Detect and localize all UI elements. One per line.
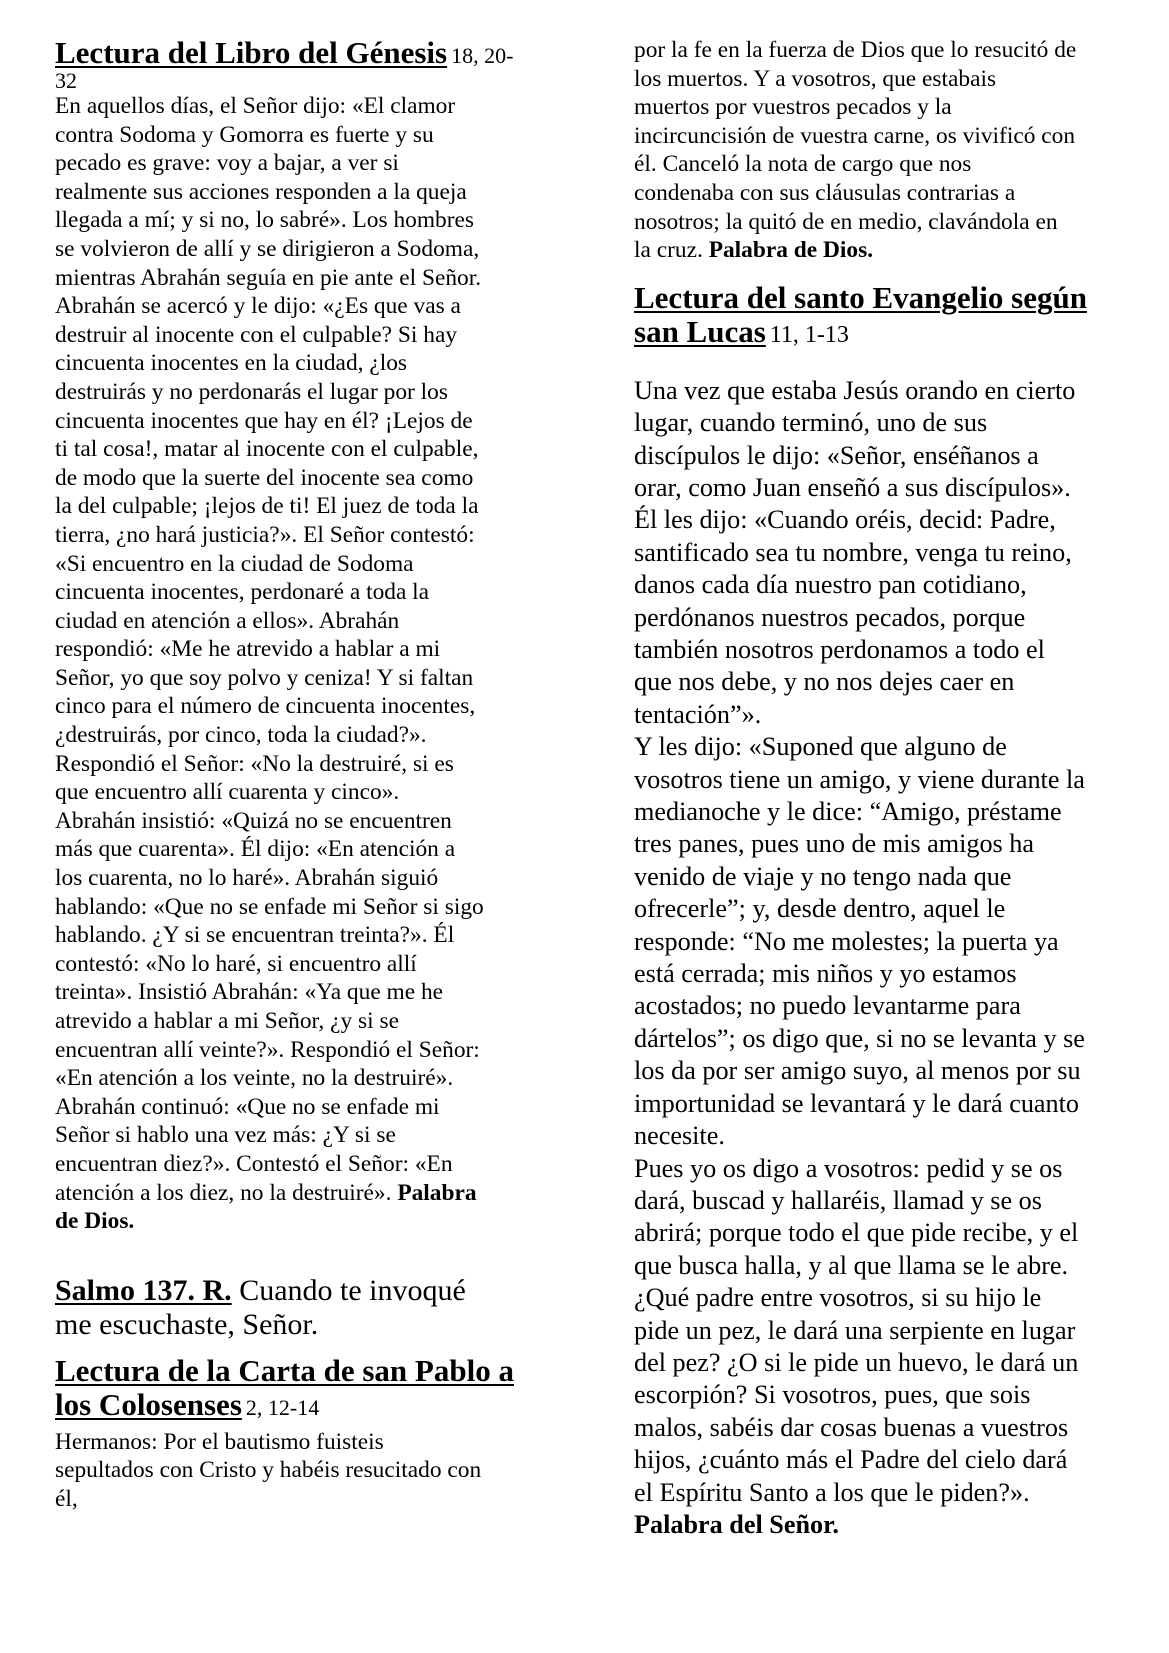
reading1-line: destruirás y no perdonarás el lugar por los	[55, 378, 448, 405]
reading2-last-text: la cruz.	[634, 237, 703, 264]
gospel-closing: Palabra del Señor.	[634, 1509, 839, 1539]
reading1-line: tierra, ¿no hará justicia?». El Señor contestó:	[55, 521, 475, 548]
reading2-line: sepultados con Cristo y habéis resucitado con	[55, 1457, 482, 1484]
reading1-line: contra Sodoma y Gomorra es fuerte y su	[55, 121, 434, 148]
reading1-line: cincuenta inocentes en la ciudad, ¿los	[55, 350, 408, 377]
reading1-line: destruir al inocente con el culpable? Si hay	[55, 321, 458, 348]
reading1-line: se volvieron de allí y se dirigieron a Sodoma,	[55, 235, 480, 262]
reading1-line: que encuentro allí cuarenta y cinco».	[55, 779, 400, 806]
gospel-line: los da por ser amigo suyo, al menos por su	[634, 1056, 1081, 1086]
reading2-body-continued	[634, 36, 1164, 265]
reading1-line: encuentran allí veinte?». Respondió el Señor:	[55, 1036, 480, 1063]
psalm-block	[55, 1274, 575, 1342]
reading2-line: Hermanos: Por el bautismo fuisteis	[55, 1428, 384, 1455]
reading1-line: Señor, yo que soy polvo y ceniza! Y si faltan	[55, 664, 474, 691]
reading1-closing-part1: Palabra	[397, 1179, 477, 1206]
reading2-line: él,	[55, 1485, 78, 1512]
gospel-line: responde: “No me molestes; la puerta ya	[634, 926, 1059, 956]
gospel-line: que busca halla, y al que llama se le abre.	[634, 1250, 1069, 1280]
gospel-line: Pues yo os digo a vosotros: pedid y se os	[634, 1153, 1063, 1183]
right-column	[634, 36, 1164, 1541]
reading1-line: de modo que la suerte del inocente sea como	[55, 464, 474, 491]
gospel-line: también nosotros perdonamos a todo el	[634, 635, 1045, 664]
reading2-title-line2-wrap	[55, 1388, 575, 1428]
gospel-line: malos, sabéis dar cosas buenas a vuestros	[634, 1412, 1069, 1442]
reading1-line: «Si encuentro en la ciudad de Sodoma	[55, 550, 414, 577]
reading1-line: la del culpable; ¡lejos de ti! El juez de toda la	[55, 493, 479, 520]
reading1-heading	[55, 36, 575, 92]
psalm-line1	[55, 1274, 575, 1308]
reading1-line: treinta». Insistió Abrahán: «Ya que me he	[55, 979, 444, 1006]
reading1-line: Señor si hablo una vez más: ¿Y si se	[55, 1122, 396, 1149]
reading1-line: cincuenta inocentes, perdonaré a toda la	[55, 579, 430, 606]
reading2-line: condenaba con sus cláusulas contrarias a	[634, 179, 1016, 206]
gospel-title-line1: Lectura del santo Evangelio según	[634, 279, 1087, 315]
reading1-closing-part2: de Dios.	[55, 1208, 135, 1235]
gospel-line: pide un pez, le dará una serpiente en lugar	[634, 1315, 1076, 1345]
psalm-label: Salmo 137. R.	[55, 1273, 232, 1307]
reading2-title-line2: los Colosenses	[55, 1386, 242, 1422]
gospel-line: medianoche y le dice: “Amigo, préstame	[634, 797, 1062, 827]
reading1-line: Abrahán se acercó y le dijo: «¿Es que vas a	[55, 293, 461, 320]
reading2-line: él. Canceló la nota de cargo que nos	[634, 151, 972, 178]
reading2-line: los muertos. Y a vosotros, que estabais	[634, 65, 997, 92]
reading2-closing: Palabra de Dios.	[708, 237, 874, 264]
gospel-line: tres panes, pues uno de mis amigos ha	[634, 829, 1035, 859]
reading1-line: más que cuarenta». Él dijo: «En atención a	[55, 836, 456, 863]
reading2-line-last	[634, 236, 1164, 265]
gospel-line: escorpión? Si vosotros, pues, que sois	[634, 1380, 1031, 1410]
reading1-line: hablando. ¿Y si se encuentran treinta?». Él	[55, 922, 455, 949]
reading1-line: realmente sus acciones responden a la queja	[55, 178, 467, 205]
reading1-line: contestó: «No lo haré, si encuentro allí	[55, 950, 417, 977]
reading2-title-line1: Lectura de la Carta de san Pablo a	[55, 1352, 514, 1388]
gospel-line: Él les dijo: «Cuando oréis, decid: Padre,	[634, 505, 1056, 535]
gospel-line: danos cada día nuestro pan cotidiano,	[634, 570, 1027, 600]
reading1-line: cincuenta inocentes que hay en él? ¡Lejos de	[55, 407, 473, 434]
gospel-title-line2-wrap	[634, 315, 1164, 355]
left-column	[55, 36, 575, 1514]
reading1-line: Respondió el Señor: «No la destruiré, si es	[55, 750, 454, 777]
reading1-line: atrevido a hablar a mi Señor, ¿y si se	[55, 1008, 399, 1034]
gospel-line: santificado sea tu nombre, venga tu reino,	[634, 537, 1072, 567]
reading1-line: ¿destruirás, por cinco, toda la ciudad?».	[55, 722, 427, 749]
reading1-line: llegada a mí; y si no, lo sabré». Los hombres	[55, 207, 474, 234]
reading1-title: Lectura del Libro del Génesis	[55, 35, 448, 70]
reading1-line: mientras Abrahán seguía en pie ante el Señor.	[55, 264, 482, 291]
reading1-line: ciudad en atención a ellos». Abrahán	[55, 607, 400, 634]
reading1-line: hablando: «Que no se enfade mi Señor si sigo	[55, 893, 484, 920]
reading1-body	[55, 92, 575, 1236]
reading1-line: «En atención a los veinte, no la destruiré».	[55, 1065, 454, 1092]
gospel-line: discípulos le dijo: «Señor, enséñanos a	[634, 440, 1039, 470]
reading1-last-text: atención a los diez, no la destruiré».	[55, 1179, 392, 1206]
gospel-heading	[634, 281, 1164, 355]
gospel-line: venido de viaje y no tengo nada que	[634, 861, 1012, 891]
gospel-title-line2: san Lucas	[634, 313, 766, 349]
gospel-line: necesite.	[634, 1121, 725, 1151]
reading1-ref-continued: 32	[55, 68, 77, 93]
reading1-line: Abrahán insistió: «Quizá no se encuentren	[55, 807, 452, 834]
reading1-line: Abrahán continuó: «Que no se enfade mi	[55, 1093, 440, 1120]
gospel-line: el Espíritu Santo a los que le piden?».	[634, 1477, 1030, 1507]
reading1-line: En aquellos días, el Señor dijo: «El clamor	[55, 93, 456, 119]
gospel-line: acostados; no puedo levantarme para	[634, 991, 1021, 1021]
psalm-response-1: Cuando te invoqué	[239, 1273, 466, 1307]
gospel-line: vosotros tiene un amigo, y viene durante la	[634, 764, 1085, 794]
gospel-line: abrirá; porque todo el que pide recibe, y el	[634, 1218, 1079, 1248]
gospel-line: tentación”».	[634, 699, 762, 729]
gospel-body	[634, 375, 1164, 1542]
gospel-ref: 11, 1-13	[769, 321, 849, 348]
reading1-line: los cuarenta, no lo haré». Abrahán siguió	[55, 865, 439, 892]
reading1-line: encuentran diez?». Contestó el Señor: «En	[55, 1150, 453, 1177]
psalm-response-2: me escuchaste, Señor.	[55, 1307, 319, 1341]
reading2-line: por la fe en la fuerza de Dios que lo resucitó de	[634, 37, 1077, 63]
gospel-line: está cerrada; mis niños y yo estamos	[634, 959, 1017, 989]
gospel-line: ¿Qué padre entre vosotros, si su hijo le	[634, 1283, 1042, 1313]
reading1-ref: 18, 20-	[451, 43, 514, 68]
gospel-line: hijos, ¿cuánto más el Padre del cielo dará	[634, 1445, 1068, 1475]
reading2-line: muertos por vuestros pecados y la	[634, 94, 952, 121]
gospel-line: del pez? ¿O si le pide un huevo, le dará un	[634, 1347, 1079, 1377]
reading1-line-last	[55, 1179, 575, 1208]
gospel-line: dártelos”; os digo que, si no se levanta y se	[634, 1023, 1085, 1053]
gospel-line: ofrecerle”; y, desde dentro, aquel le	[634, 894, 1006, 924]
gospel-line: que nos debe, y no nos dejes caer en	[634, 667, 1015, 697]
gospel-line: Una vez que estaba Jesús orando en cierto	[634, 375, 1076, 405]
reading2-line: nosotros; la quitó de en medio, clavándola en	[634, 208, 1058, 235]
reading1-line: ti tal cosa!, matar al inocente con el culpable,	[55, 436, 479, 463]
gospel-line: perdónanos nuestros pecados, porque	[634, 602, 1026, 632]
gospel-line: importunidad se levantará y le dará cuanto	[634, 1088, 1080, 1118]
reading1-line: cinco para el número de cincuenta inocentes,	[55, 693, 476, 720]
gospel-line: lugar, cuando terminó, uno de sus	[634, 408, 988, 438]
reading2-heading	[55, 1354, 575, 1428]
reading1-line: pecado es grave: voy a bajar, a ver si	[55, 150, 399, 177]
reading1-line: respondió: «Me he atrevido a hablar a mi	[55, 636, 441, 663]
gospel-line: dará, buscad y hallaréis, llamad y se os	[634, 1185, 1042, 1215]
reading2-line: incircuncisión de vuestra carne, os vivificó con	[634, 122, 1076, 149]
gospel-line: Y les dijo: «Suponed que alguno de	[634, 732, 1007, 762]
reading2-body-start	[55, 1428, 575, 1514]
gospel-line: orar, como Juan enseñó a sus discípulos».	[634, 472, 1071, 502]
reading2-ref: 2, 12-14	[245, 1394, 320, 1420]
